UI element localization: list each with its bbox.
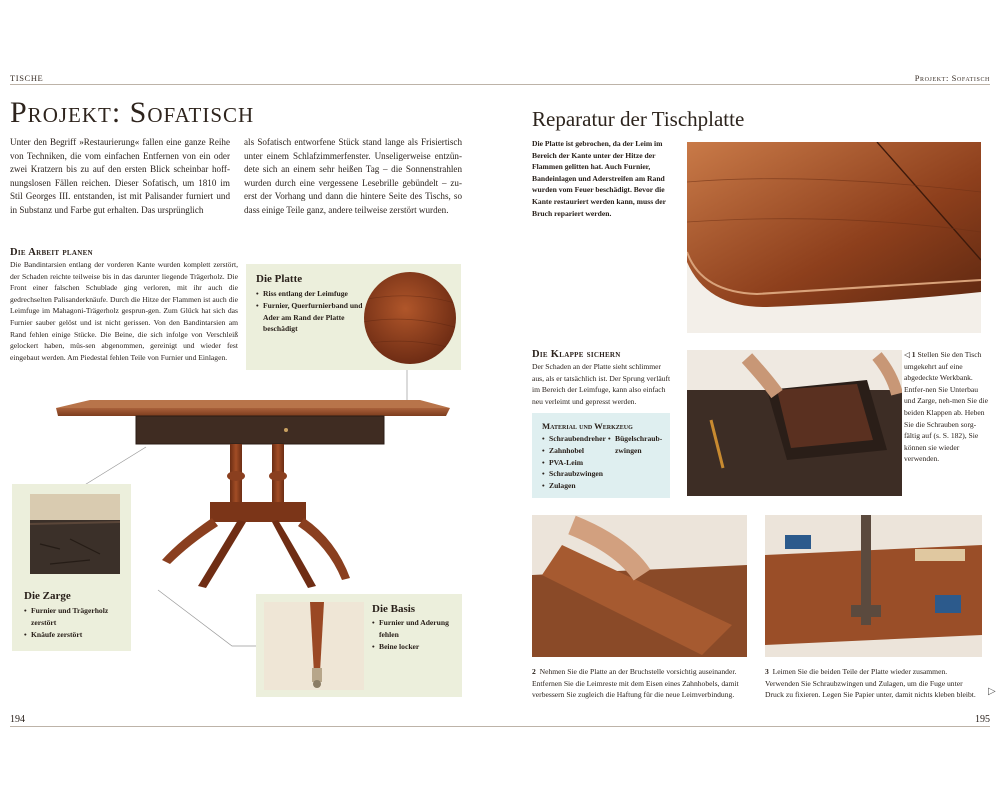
callout-zarge-list (24, 605, 124, 640)
list-item: • Furnier und Trägerholz zerstört (24, 605, 124, 629)
list-item: • PVA-Leim (542, 457, 612, 469)
material-list-2 (608, 433, 668, 457)
klappe-text: Der Schaden an der Platte sieht schlimmer aus, als er tatsächlich ist. Der Sprung verläuft im Bereich der Leimfuge, kann also einfach neu verleimt und gepresst werden. (532, 362, 671, 406)
callout-platte-title: Die Platte (256, 273, 303, 285)
next-page-arrow-icon[interactable]: ▷ (988, 686, 996, 697)
list-item: • Riss entlang der Leimfuge (256, 288, 364, 300)
running-head-left: TISCHE (10, 73, 44, 83)
step1-caption (904, 349, 990, 465)
list-item: • Knäufe zerstört (24, 629, 124, 641)
list-item: • Beine locker (372, 641, 458, 653)
callout-basis (256, 594, 462, 697)
step2-caption (532, 666, 748, 701)
step1-photo (687, 350, 902, 496)
list-item: • Schraubendreher (542, 433, 612, 445)
callout-basis-list (372, 617, 458, 652)
list-item: • Zahnhobel (542, 445, 612, 457)
section-heading: Reparatur der Tischplatte (532, 107, 745, 131)
step3-text: Leimen Sie die beiden Teile der Platte wieder zusammen. Verwenden Sie Schraubzwingen und Zulagen, um die Fuge unter Druck zu fixieren. Legen Sie Papier unter, damit nichts kleben bleibt. (765, 667, 976, 700)
callout-zarge-title: Die Zarge (24, 590, 71, 602)
footer-rule (10, 726, 990, 727)
step3-photo (765, 515, 982, 657)
page-number-right: 195 (975, 714, 990, 725)
leg-detail-photo (264, 602, 364, 690)
step3-caption (765, 666, 981, 701)
arbeit-heading: Die Arbeit planen (10, 247, 93, 258)
list-item: • Schraubzwingen (542, 468, 612, 480)
step2-photo (532, 515, 747, 657)
material-list-1 (542, 433, 612, 492)
intro-col-2: als Sofatisch entworfene Stück stand lange als Frisiertisch unter einem Schlafzimmerfenster. Unseligerweise entzün-dete sich an einem sehr heißen Tag – die Sonnenstrahlen wurden durch eine vergessene Lesebrille gebündelt – zu-erst der Vorhang und dann die hintere Seite des Tischs, so dass einige Teile ganz, andere teilweise zerstört wurden. (244, 137, 462, 215)
step3-marker: 3 (765, 667, 769, 676)
material-box (532, 413, 670, 498)
running-head-right: Projekt: Sofatisch (914, 73, 990, 83)
step2-marker: 2 (532, 667, 536, 676)
material-heading: Material und Werkzeug (542, 421, 633, 431)
callout-basis-title: Die Basis (372, 603, 416, 615)
intro-col-1: Unter den Begriff »Restaurierung« fallen eine ganze Reihe von Techniken, die vom einfachen Entfernen von ein oder zwei Kratzern bis zu auf den ersten Blick scheinbar hoff-nungslosen Fällen reichen. Dieser Sofatisch, um 1810 im Stil Georges III. entstanden, ist mit Palisander furniert und in Substanz und Farbe gut erhalten. Das ursprünglich (10, 137, 230, 215)
apron-detail-photo (30, 494, 120, 574)
page-number-left: 194 (10, 714, 25, 725)
callout-zarge (12, 484, 131, 651)
arbeit-text: Die Bandintarsien entlang der vorderen Kante wurden komplett zerstört, der Schaden reichte teilweise bis in das darunter liegende Trägerholz. Die Front einer falschen Schublade ging verloren, mit ihr auch die gedrechselten Palisanderknäufe. Durch die Hitze der Flammen ist auch die Leimfuge im Mahagoni-Trägerholz gesprun-gen. Zum Glück hat sich das Furnier sauber gelöst und ist nicht gerissen. Von den Bandintarsien am Rand fehlen einige Stücke. Die Beine, die sich infolge von Verschleiß gelockert haben, müs-sen abgenommen, gereinigt und wieder fest eingebaut werden. Am Piedestal fehlen Teile von Furnier und Einlagen. (10, 260, 238, 362)
step1-text: Stellen Sie den Tisch umgekehrt auf eine abgedeckte Werkbank. Entfer-nen Sie Unterbau und Zarge, neh-men Sie die beiden Klappen ab. Heben Sie die Schrauben sorg-fältig auf (s. S. 182), Sie können sie wieder verwenden. (904, 350, 988, 464)
list-item: • Furnier, Querfurnierband und Ader am Rand der Platte beschädigt (256, 300, 364, 335)
step1-marker: ◁ 1 (904, 350, 916, 359)
step2-text: Nehmen Sie die Platte an der Bruchstelle vorsichtig auseinander. Entfernen Sie die Leimreste mit dem Eisen eines Zahnhobels, damit verbessern Sie zugleich die Haftung für die neue Leimverbindung. (532, 667, 739, 700)
tabletop-photo (687, 142, 981, 333)
klappe-heading: Die Klappe sichern (532, 349, 621, 360)
list-item: • Furnier und Aderung fehlen (372, 617, 458, 641)
list-item: • Zulagen (542, 480, 612, 492)
list-item: • Bügelschraub-zwingen (608, 433, 668, 457)
repair-intro: Die Platte ist gebrochen, da der Leim im Bereich der Kante unter der Hitze der Flammen gelitten hat. Auch Furnier, Bandeinlagen und Aderstreifen am Rand wurden vom Feuer beschädigt. Bevor die Kante restauriert werden kann, muss der Bruch repariert werden. (532, 139, 666, 218)
page-title: Projekt: Sofatisch (10, 96, 255, 129)
